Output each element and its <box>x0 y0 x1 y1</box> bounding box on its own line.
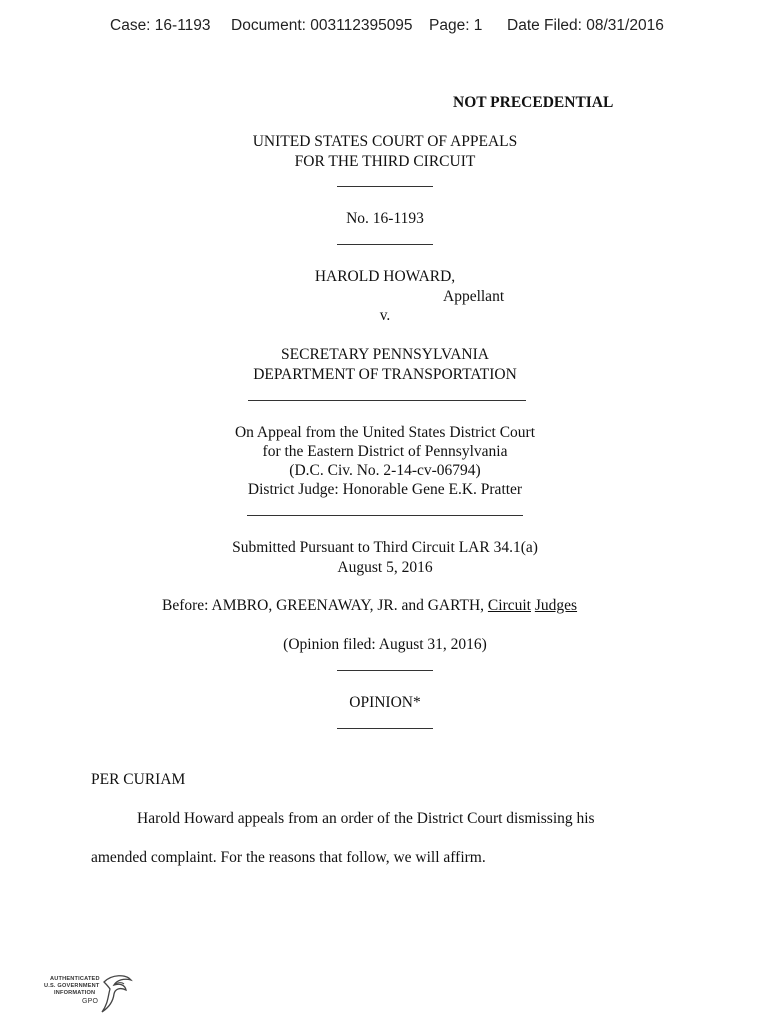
appeal-line1: On Appeal from the United States District Court <box>234 424 536 441</box>
appeal-line2: for the Eastern District of Pennsylvania <box>262 443 508 460</box>
body-paragraph-line2: amended complaint. For the reasons that follow, we will affirm. <box>91 849 486 866</box>
divider <box>337 670 433 671</box>
appellant-name: HAROLD HOWARD, <box>314 268 456 285</box>
body-paragraph-line1: Harold Howard appeals from an order of the District Court dismissing his <box>137 810 595 827</box>
panel-word-circuit: Circuit <box>487 597 531 614</box>
docket-number: No. 16-1193 <box>346 210 424 227</box>
eagle-icon <box>100 972 134 1016</box>
document-number: Document: 003112395095 <box>231 17 413 34</box>
case-number: Case: 16-1193 <box>110 17 211 34</box>
appellee-line1: SECRETARY PENNSYLVANIA <box>281 346 489 363</box>
page-number: Page: 1 <box>429 17 483 34</box>
appeal-line3: (D.C. Civ. No. 2-14-cv-06794) <box>289 462 481 479</box>
date-filed: Date Filed: 08/31/2016 <box>507 17 664 34</box>
precedential-status: NOT PRECEDENTIAL <box>453 94 614 111</box>
per-curiam: PER CURIAM <box>91 771 186 788</box>
appellee-line2: DEPARTMENT OF TRANSPORTATION <box>253 366 517 383</box>
court-name-line2: FOR THE THIRD CIRCUIT <box>294 153 476 170</box>
submission-line: Submitted Pursuant to Third Circuit LAR 34.1(a) <box>232 539 538 556</box>
panel-prefix: Before: AMBRO, GREENAWAY, JR. and GARTH, <box>162 597 488 614</box>
divider <box>248 400 526 401</box>
opinion-heading: OPINION* <box>349 694 421 711</box>
submission-date: August 5, 2016 <box>337 559 433 576</box>
versus: v. <box>379 307 391 324</box>
panel-judges <box>162 597 577 615</box>
district-judge: District Judge: Honorable Gene E.K. Pratter <box>247 481 523 498</box>
opinion-filed-date: (Opinion filed: August 31, 2016) <box>283 636 487 653</box>
gpo-authentication-logo: AUTHENTICATED U.S. GOVERNMENT INFORMATION GPO <box>44 972 134 1018</box>
divider <box>337 186 433 187</box>
divider <box>337 728 433 729</box>
appellant-role: Appellant <box>443 288 505 305</box>
court-name-line1: UNITED STATES COURT OF APPEALS <box>252 133 518 150</box>
divider <box>247 515 523 516</box>
panel-word-judges: Judges <box>534 597 578 614</box>
divider <box>337 244 433 245</box>
